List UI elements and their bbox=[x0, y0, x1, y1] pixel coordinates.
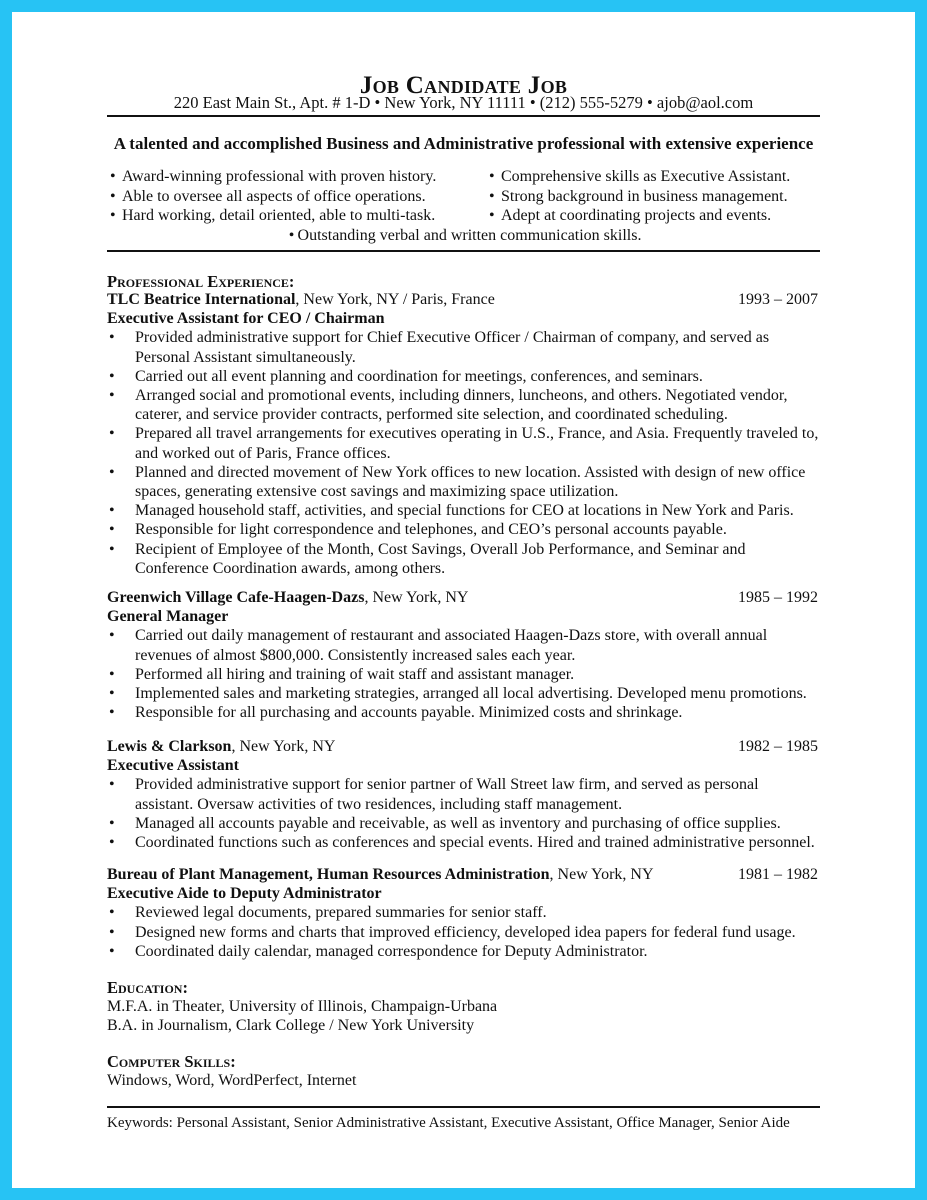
experience-section bbox=[107, 272, 820, 291]
resume-page bbox=[12, 12, 915, 1188]
duty-item: • Responsible for light correspondence and telephones, and CEO’s personal accounts payable. bbox=[107, 520, 820, 539]
skills-list: Windows, Word, WordPerfect, Internet bbox=[107, 1072, 357, 1089]
duty-item: • Managed household staff, activities, and special functions for CEO at locations in New York and Paris. bbox=[107, 501, 820, 520]
summary-item: • Able to oversee all aspects of office operations. bbox=[110, 187, 436, 207]
duty-item: • Implemented sales and marketing strategies, arranged all local advertising. Developed menu promotions. bbox=[107, 684, 820, 703]
duty-item: • Coordinated daily calendar, managed correspondence for Deputy Administrator. bbox=[107, 942, 820, 961]
education-item: M.F.A. in Theater, University of Illinois, Champaign-Urbana bbox=[107, 998, 498, 1015]
summary-divider bbox=[107, 250, 820, 252]
education-section bbox=[107, 978, 820, 1035]
skills-section bbox=[107, 1052, 820, 1090]
summary-item-center: • Outstanding verbal and written communication skills. bbox=[107, 226, 820, 246]
job-header bbox=[107, 290, 820, 309]
duty-item: • Prepared all travel arrangements for executives operating in U.S., France, and Asia. Frequently traveled to, and worked out of Paris, France offices. bbox=[107, 424, 820, 462]
duty-item: • Managed all accounts payable and receivable, as well as inventory and purchasing of office supplies. bbox=[107, 814, 820, 833]
education-heading: Education: bbox=[107, 978, 188, 997]
header-divider bbox=[107, 115, 820, 117]
summary-tagline: A talented and accomplished Business and Administrative professional with extensive experience bbox=[113, 134, 814, 153]
job-header bbox=[107, 865, 820, 884]
duty-item: • Planned and directed movement of New York offices to new location. Assisted with design of new office spaces, generating extensive cost savings and maximizing space utilization. bbox=[107, 463, 820, 501]
job-dates: 1985 – 1992 bbox=[738, 589, 818, 606]
job-duties bbox=[107, 775, 820, 852]
experience-heading: Professional Experience: bbox=[107, 272, 295, 291]
job-title: Executive Assistant for CEO / Chairman bbox=[107, 310, 385, 328]
job-location: , New York, NY bbox=[231, 738, 336, 755]
job-header bbox=[107, 737, 820, 756]
contact-info: 220 East Main St., Apt. # 1-D • New York, NY 11111 • (212) 555-5279 • ajob@aol.com bbox=[173, 93, 754, 112]
job-duties bbox=[107, 328, 820, 578]
duty-item: • Designed new forms and charts that improved efficiency, developed idea papers for federal fund usage. bbox=[107, 923, 820, 942]
duty-item: • Coordinated functions such as conferences and special events. Hired and trained administrative personnel. bbox=[107, 833, 820, 852]
job-title: Executive Assistant bbox=[107, 757, 239, 775]
job-entry bbox=[107, 737, 820, 852]
job-entry bbox=[107, 290, 820, 578]
summary-left-column bbox=[110, 167, 436, 226]
duty-item: • Provided administrative support for senior partner of Wall Street law firm, and served as personal assistant. Oversaw activities of two residences, including staff management. bbox=[107, 775, 820, 813]
summary-item: • Comprehensive skills as Executive Assistant. bbox=[489, 167, 790, 187]
job-duties bbox=[107, 626, 820, 722]
summary-item: • Hard working, detail oriented, able to multi-task. bbox=[110, 206, 436, 226]
duty-item: • Carried out all event planning and coordination for meetings, conferences, and seminars. bbox=[107, 367, 820, 386]
job-dates: 1982 – 1985 bbox=[738, 738, 818, 755]
education-item: B.A. in Journalism, Clark College / New York University bbox=[107, 1017, 475, 1035]
job-title: General Manager bbox=[107, 608, 229, 626]
summary-item: • Award-winning professional with proven history. bbox=[110, 167, 436, 187]
job-title: Executive Aide to Deputy Administrator bbox=[107, 885, 382, 903]
duty-item: • Recipient of Employee of the Month, Cost Savings, Overall Job Performance, and Seminar and Conference Coordination awards, among others. bbox=[107, 540, 820, 578]
job-location: , New York, NY bbox=[364, 589, 469, 606]
candidate-name: Job Candidate Job bbox=[359, 72, 568, 99]
job-duties bbox=[107, 903, 820, 961]
duty-item: • Arranged social and promotional events, including dinners, luncheons, and others. Negotiated vendor, caterer, and service provider contracts, performed site selection, and coordinated scheduling. bbox=[107, 386, 820, 424]
duty-item: • Provided administrative support for Chief Executive Officer / Chairman of company, and served as Personal Assistant simultaneously. bbox=[107, 328, 820, 366]
duty-item: • Responsible for all purchasing and accounts payable. Minimized costs and shrinkage. bbox=[107, 703, 820, 722]
job-location: , New York, NY / Paris, France bbox=[295, 291, 495, 308]
job-location: , New York, NY bbox=[549, 866, 654, 883]
keywords-line: Keywords: Personal Assistant, Senior Administrative Assistant, Executive Assistant, Office Manager, Senior Aide bbox=[107, 1115, 790, 1131]
job-dates: 1993 – 2007 bbox=[738, 291, 818, 308]
job-organization: Greenwich Village Cafe-Haagen-Dazs bbox=[107, 589, 365, 606]
summary-item: • Strong background in business management. bbox=[489, 187, 790, 207]
job-organization: Bureau of Plant Management, Human Resources Administration bbox=[107, 866, 550, 883]
job-organization: TLC Beatrice International bbox=[107, 291, 296, 308]
duty-item: • Reviewed legal documents, prepared summaries for senior staff. bbox=[107, 903, 820, 922]
skills-heading: Computer Skills: bbox=[107, 1052, 236, 1071]
job-entry bbox=[107, 588, 820, 722]
footer-divider bbox=[107, 1106, 820, 1108]
job-header bbox=[107, 588, 820, 607]
summary-right-column bbox=[489, 167, 790, 226]
job-entry bbox=[107, 865, 820, 961]
summary-item: • Adept at coordinating projects and events. bbox=[489, 206, 790, 226]
job-organization: Lewis & Clarkson bbox=[107, 738, 232, 755]
job-dates: 1981 – 1982 bbox=[738, 866, 818, 883]
duty-item: • Performed all hiring and training of wait staff and assistant manager. bbox=[107, 665, 820, 684]
duty-item: • Carried out daily management of restaurant and associated Haagen-Dazs store, with overall annual revenues of almost $800,000. Consistently increased sales each year. bbox=[107, 626, 820, 664]
